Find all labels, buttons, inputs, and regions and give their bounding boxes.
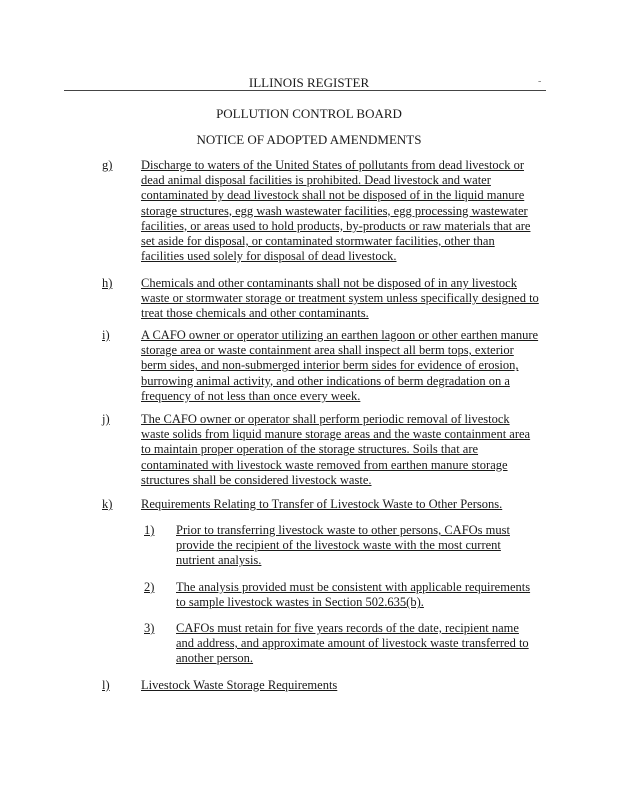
subsection-1-label: 1) xyxy=(144,523,155,537)
board-title: POLLUTION CONTROL BOARD xyxy=(216,106,402,121)
subsection-2-label: 2) xyxy=(144,580,155,594)
section-g-label: g) xyxy=(102,158,113,172)
section-h-label: h) xyxy=(102,276,113,290)
section-g-text: Discharge to waters of the United States of pollutants from dead livestock or dead animal disposal facilities is prohibited. Dead livestock and water contaminated by dead livestock shall not be disposed of in the liquid manure storage structures, egg wash wastewater facilities, egg processing wastewater facilities, or areas used to hold products, by-products or raw materials that are set aside for disposal, or contaminated stormwater facilities, other than facilities used solely for disposal of dead livestock. xyxy=(141,158,531,264)
section-h-text: Chemicals and other contaminants shall not be disposed of in any livestock waste or stormwater storage or treatment system unless specifically designed to treat those chemicals and other contaminants. xyxy=(141,276,539,321)
subsection-3-label: 3) xyxy=(144,621,155,635)
section-i-text: A CAFO owner or operator utilizing an earthen lagoon or other earthen manure storage area or waste containment area shall inspect all berm tops, exterior berm sides, and non-submerged interior berm sides for evidence of erosion, burrowing animal activity, and other indications of berm degradation on a frequency of not less than once every week. xyxy=(141,328,539,403)
header-mark: - xyxy=(538,76,542,87)
section-l-text: Livestock Waste Storage Requirements xyxy=(141,678,338,692)
section-i-label: i) xyxy=(102,328,110,342)
notice-title: NOTICE OF ADOPTED AMENDMENTS xyxy=(196,132,422,147)
section-l-label: l) xyxy=(102,678,110,692)
subsection-2-text: The analysis provided must be consistent with applicable requirements to sample livestock wastes in Section 502.635(b). xyxy=(176,580,531,610)
section-k-text: Requirements Relating to Transfer of Livestock Waste to Other Persons. xyxy=(141,497,503,511)
section-j-label: j) xyxy=(102,412,110,426)
subsection-1-text: Prior to transferring livestock waste to other persons, CAFOs must provide the recipient of the livestock waste with the most current nutrient analysis. xyxy=(176,523,510,568)
section-k-label: k) xyxy=(102,497,113,511)
section-j-text: The CAFO owner or operator shall perform periodic removal of livestock waste solids from liquid manure storage areas and the waste containment area to maintain proper operation of the storage structures. Soils that are contaminated with livestock waste removed from earthen manure storage structures shall be considered livestock waste. xyxy=(141,412,531,487)
header-rule xyxy=(64,90,546,91)
subsection-3-text: CAFOs must retain for five years records of the date, recipient name and address, and approximate amount of livestock waste transferred to another person. xyxy=(176,621,529,666)
register-title: ILLINOIS REGISTER xyxy=(248,75,370,90)
